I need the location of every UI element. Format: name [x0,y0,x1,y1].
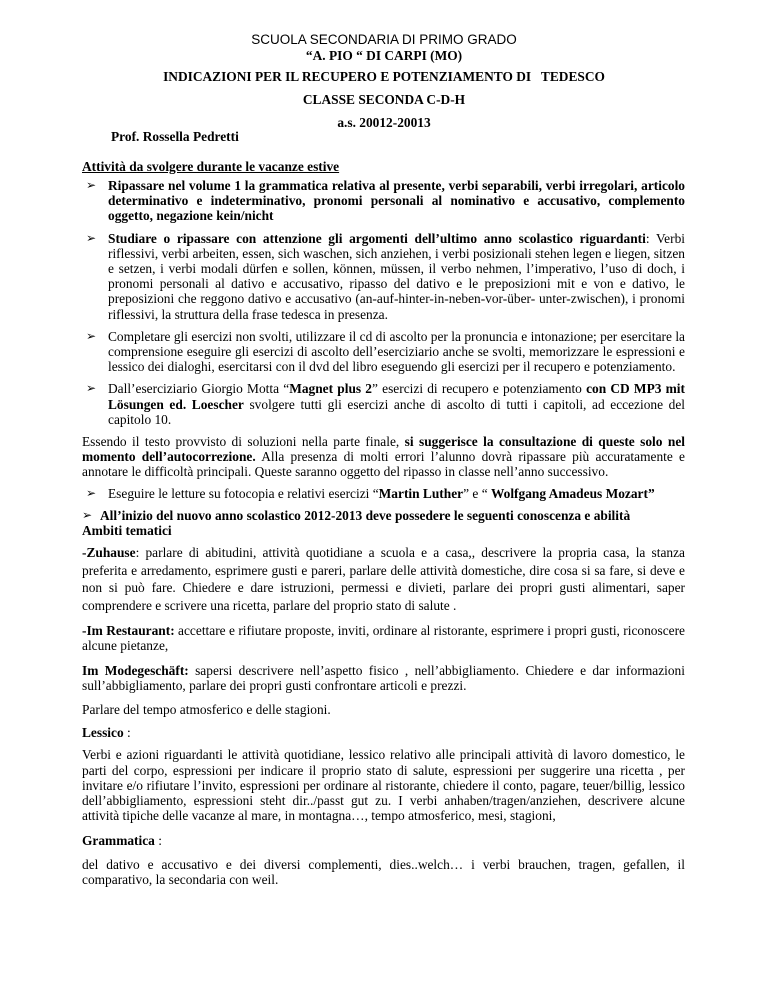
item-bold-text: Studiare o ripassare con attenzione gli argomenti dell’ultimo anno scolastico riguardanti [108,230,646,246]
item-text: Dall’eserciziario Giorgio Motta “ [108,381,290,397]
grammatica-paragraph: del dativo e accusativo e dei diversi complementi, dies..welch… i verbi brauchen, tragen, gefallen, il comparativo, la secondaria con weil. [82,856,685,887]
grammatica-heading [82,833,685,848]
item-text: svolgere tutti gli esercizi anche di ascolto di tutti i capitoli, ad eccezione del capitolo 10. [108,396,686,427]
document-body [82,178,685,893]
reading-title: Wolfgang Amadeus Mozart” [490,485,655,501]
school-name: “A. PIO “ DI CARPI (MO) [305,48,463,63]
school-year: a.s. 20012-20013 [337,115,431,130]
item-text: Completare gli esercizi non svolti, utilizzare il cd di ascolto per la pronuncia e intonazione; per esercitare la comprensione eseguire gli esercizi di ascolto dell’eserciziario anche se svolti, memorizzare le espressioni e lessico dei dialoghi, esercitarsi con il dvd del libro eseguendo gli esercizi per il recupero e potenziamento. [108,328,685,375]
paragraph-text: accettare e rifiutare proposte, inviti, ordinare al ristorante, esprimere i propri gusti, riconoscere alcune pietanze, [82,623,685,654]
heading-label: Grammatica [82,832,155,848]
paragraph-text: Essendo il testo provvisto di soluzioni nella parte finale, [82,434,405,450]
item-text: ” esercizi di recupero e potenziamento [372,381,587,397]
paragraph-text: : parlare di abitudini, attività quotidiane a scuola e a casa,, descrivere la propria casa, la stanza preferita e arredamento, esprimere gusti e pareri, parlare delle attività domestiche, dire cosa si sa fare, si deve e non si può fare. Chiedere e dare istruzioni, permessi e divieti, parlare dei propri gusti alimentari, saper comprendere e scrivere una ricetta, parlare del proprio stato di salute . [82,545,685,613]
paragraph-bold-text: si suggerisce la consultazione di queste solo nel momento dell’autocorrezione. [82,434,685,465]
reading-title: Martin Luther [378,485,464,501]
zuhause-paragraph [82,544,685,614]
paragraph-text: Alla presenza di molti errori l’alunno dovrà ripassare più accuratamente e annotare le difficoltà principali. Queste saranno oggetto del ripasso in classe nell’anno successivo. [82,449,685,480]
lessico-heading [82,725,685,740]
class-line: CLASSE SECONDA C-D-H [302,92,466,107]
list-item [82,329,685,375]
section-title: Attività da svolgere durante le vacanze estive [82,159,340,174]
arrow-bullet-icon: ➢ [86,178,97,192]
heading-label: Lessico [82,725,124,741]
modegeschaeft-paragraph [82,663,685,693]
topic-label: Im Modegeschäft: [82,662,189,678]
heading-colon: : [123,725,131,741]
item-bold-text: con CD MP3 mit Lösungen ed. Loescher [108,381,685,412]
lessico-paragraph: Verbi e azioni riguardanti le attività quotidiane, lessico relativo alle principali attività di lavoro domestico, le parti del corpo, espressioni per indicare il proprio stato di salute, espressioni per suggerire una ricetta , per invitare e/o rifiutare l’invito, espressioni per ordinare al ristorante, chiedere il conto, pagare, teuer/billig, lessico dell’abbigliamento, espressioni steht dir../passt gut zu. I verbi anhaben/tragen/anziehen, descrivere alcune attività tipiche delle vacanze al mare, in montagna…, tempo atmosferico, mesi, stagioni, [82,747,685,824]
note-paragraph [82,434,685,480]
document-title: INDICAZIONI PER IL RECUPERO E POTENZIAMENTO DI TEDESCO [163,69,605,84]
paragraph-text: sapersi descrivere nell’aspetto fisico , nell’abbigliamento. Chiedere e dar informazioni sull’abbigliamento, parlare dei propri gusti confrontare articoli e prezzi. [82,662,685,693]
item-text: : Verbi riflessivi, verbi arbeiten, essen, sich waschen, sich anziehen, i verbi posizionali stehen legen e liegen, sitzen e setzen, i verbi modali dürfen e sollen, können, müssen, il verbo nehmen, l’imperativo, l’uso di doch, i pronomi personali al dativo e accusativo, ripasso del dativo e le preposizioni mit e von e dativo, le preposizioni che reggono dativo e accusativo (an-auf-hinter-in-neben-vor-über- unter-zwischen), i pronomi riflessivi, la struttura della frase tedesca in presenza. [108,230,685,322]
item-text: ” e “ [463,485,491,501]
restaurant-paragraph [82,623,685,653]
list-item [82,231,685,322]
arrow-bullet-icon: ➢ [86,230,97,245]
teacher-name: Prof. Rossella Pedretti [111,129,239,144]
item-text: Eseguire le letture su fotocopia e relativi esercizi “ [108,485,379,501]
weather-paragraph: Parlare del tempo atmosferico e delle stagioni. [82,702,331,718]
item-bold-text: All’inizio del nuovo anno scolastico 2012-2013 deve possedere le seguenti conoscenza e abilità [100,507,631,523]
list-item [82,381,685,427]
arrow-bullet-icon: ➢ [86,381,97,396]
arrow-bullet-icon: ➢ [82,507,93,522]
arrow-bullet-icon: ➢ [86,328,97,343]
heading-colon: : [154,832,162,848]
school-type: SCUOLA SECONDARIA DI PRIMO GRADO [251,32,517,47]
list-item [82,486,685,501]
book-title: Magnet plus 2 [289,381,372,397]
topic-label: -Im Restaurant: [82,623,175,639]
arrow-bullet-icon: ➢ [86,485,97,500]
list-item [82,178,685,224]
topic-label: -Zuhause [82,545,136,561]
subsection-title: Ambiti tematici [82,523,172,539]
list-item [82,508,685,523]
item-text: Ripassare nel volume 1 la grammatica relativa al presente, verbi separabili, verbi irregolari, articolo determinativo e indeterminativo, pronomi personali al nominativo e accusativo, complemento oggetto, negazione kein/nicht [108,178,685,224]
